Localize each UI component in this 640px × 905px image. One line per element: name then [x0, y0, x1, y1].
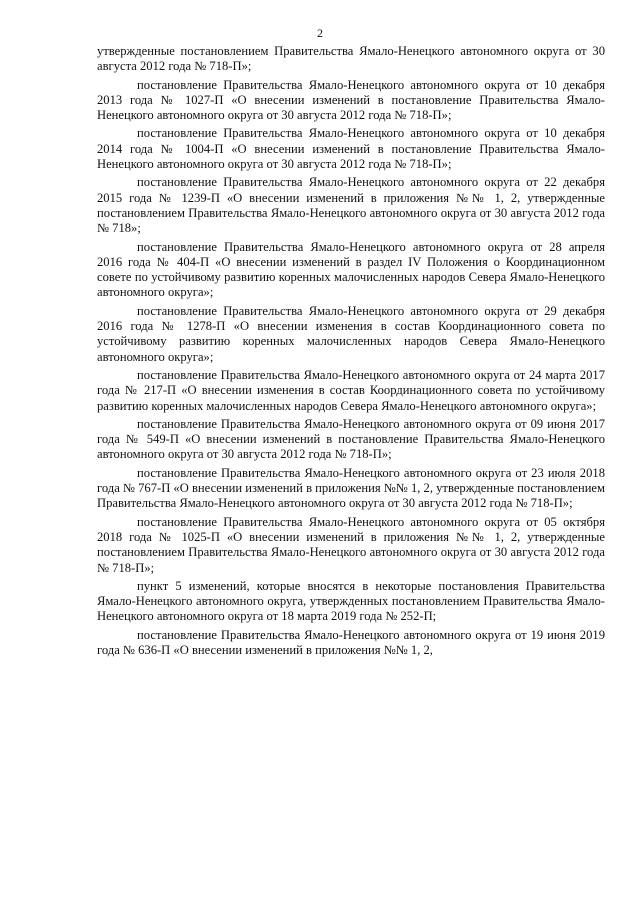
- page-number: 2: [317, 26, 323, 40]
- paragraph-item: постановление Правительства Ямало-Ненецкого автономного округа от 28 апреля 2016 года № 404-П «О внесении изменений в раздел IV Положения о Координационном совете по устойчивому развитию коренных малочисленных народов Севера Ямало-Ненецкого автономного округа»;: [97, 239, 605, 300]
- document-body: [97, 44, 605, 661]
- paragraph-item: постановление Правительства Ямало-Ненецкого автономного округа от 10 декабря 2014 года № 1004-П «О внесении изменений в постановление Правительства Ямало-Ненецкого автономного округа от 30 августа 2012 года № 718-П»;: [97, 126, 605, 172]
- paragraph-item: постановление Правительства Ямало-Ненецкого автономного округа от 09 июня 2017 года № 549-П «О внесении изменений в постановление Правительства Ямало-Ненецкого автономного округа от 30 августа 2012 года № 718-П»;: [97, 416, 605, 462]
- paragraph-item: постановление Правительства Ямало-Ненецкого автономного округа от 19 июня 2019 года № 636-П «О внесении изменений в приложения №№ 1, 2,: [97, 627, 605, 657]
- paragraph-item: постановление Правительства Ямало-Ненецкого автономного округа от 10 декабря 2013 года № 1027-П «О внесении изменений в постановление Правительства Ямало-Ненецкого автономного округа от 30 августа 2012 года № 718-П»;: [97, 77, 605, 123]
- paragraph-item: постановление Правительства Ямало-Ненецкого автономного округа от 23 июля 2018 года № 767-П «О внесении изменений в приложения №№ 1, 2, утвержденные постановлением Правительства Ямало-Ненецкого автономного округа от 30 августа 2012 года № 718-П»;: [97, 465, 605, 511]
- paragraph-item: пункт 5 изменений, которые вносятся в некоторые постановления Правительства Ямало-Ненецкого автономного округа, утвержденных постановлением Правительства Ямало-Ненецкого автономного округа от 18 марта 2019 года № 252-П;: [97, 578, 605, 624]
- paragraph-continuation: утвержденные постановлением Правительства Ямало-Ненецкого автономного округа от 30 августа 2012 года № 718-П»;: [97, 44, 605, 74]
- paragraph-item: постановление Правительства Ямало-Ненецкого автономного округа от 22 декабря 2015 года № 1239-П «О внесении изменений в приложения №№ 1, 2, утвержденные постановлением Правительства Ямало-Ненецкого автономного округа от 30 августа 2012 года № 718»;: [97, 175, 605, 236]
- paragraph-item: постановление Правительства Ямало-Ненецкого автономного округа от 29 декабря 2016 года № 1278-П «О внесении изменения в состав Координационного совета по устойчивому развитию коренных малочисленных народов Севера Ямало-Ненецкого автономного округа»;: [97, 303, 605, 364]
- paragraph-item: постановление Правительства Ямало-Ненецкого автономного округа от 05 октября 2018 года № 1025-П «О внесении изменений в приложения №№ 1, 2, утвержденные постановлением Правительства Ямало-Ненецкого автономного округа от 30 августа 2012 года № 718-П»;: [97, 514, 605, 575]
- paragraph-item: постановление Правительства Ямало-Ненецкого автономного округа от 24 марта 2017 года № 217-П «О внесении изменения в состав Координационного совета по устойчивому развитию коренных малочисленных народов Севера Ямало-Ненецкого автономного округа»;: [97, 367, 605, 413]
